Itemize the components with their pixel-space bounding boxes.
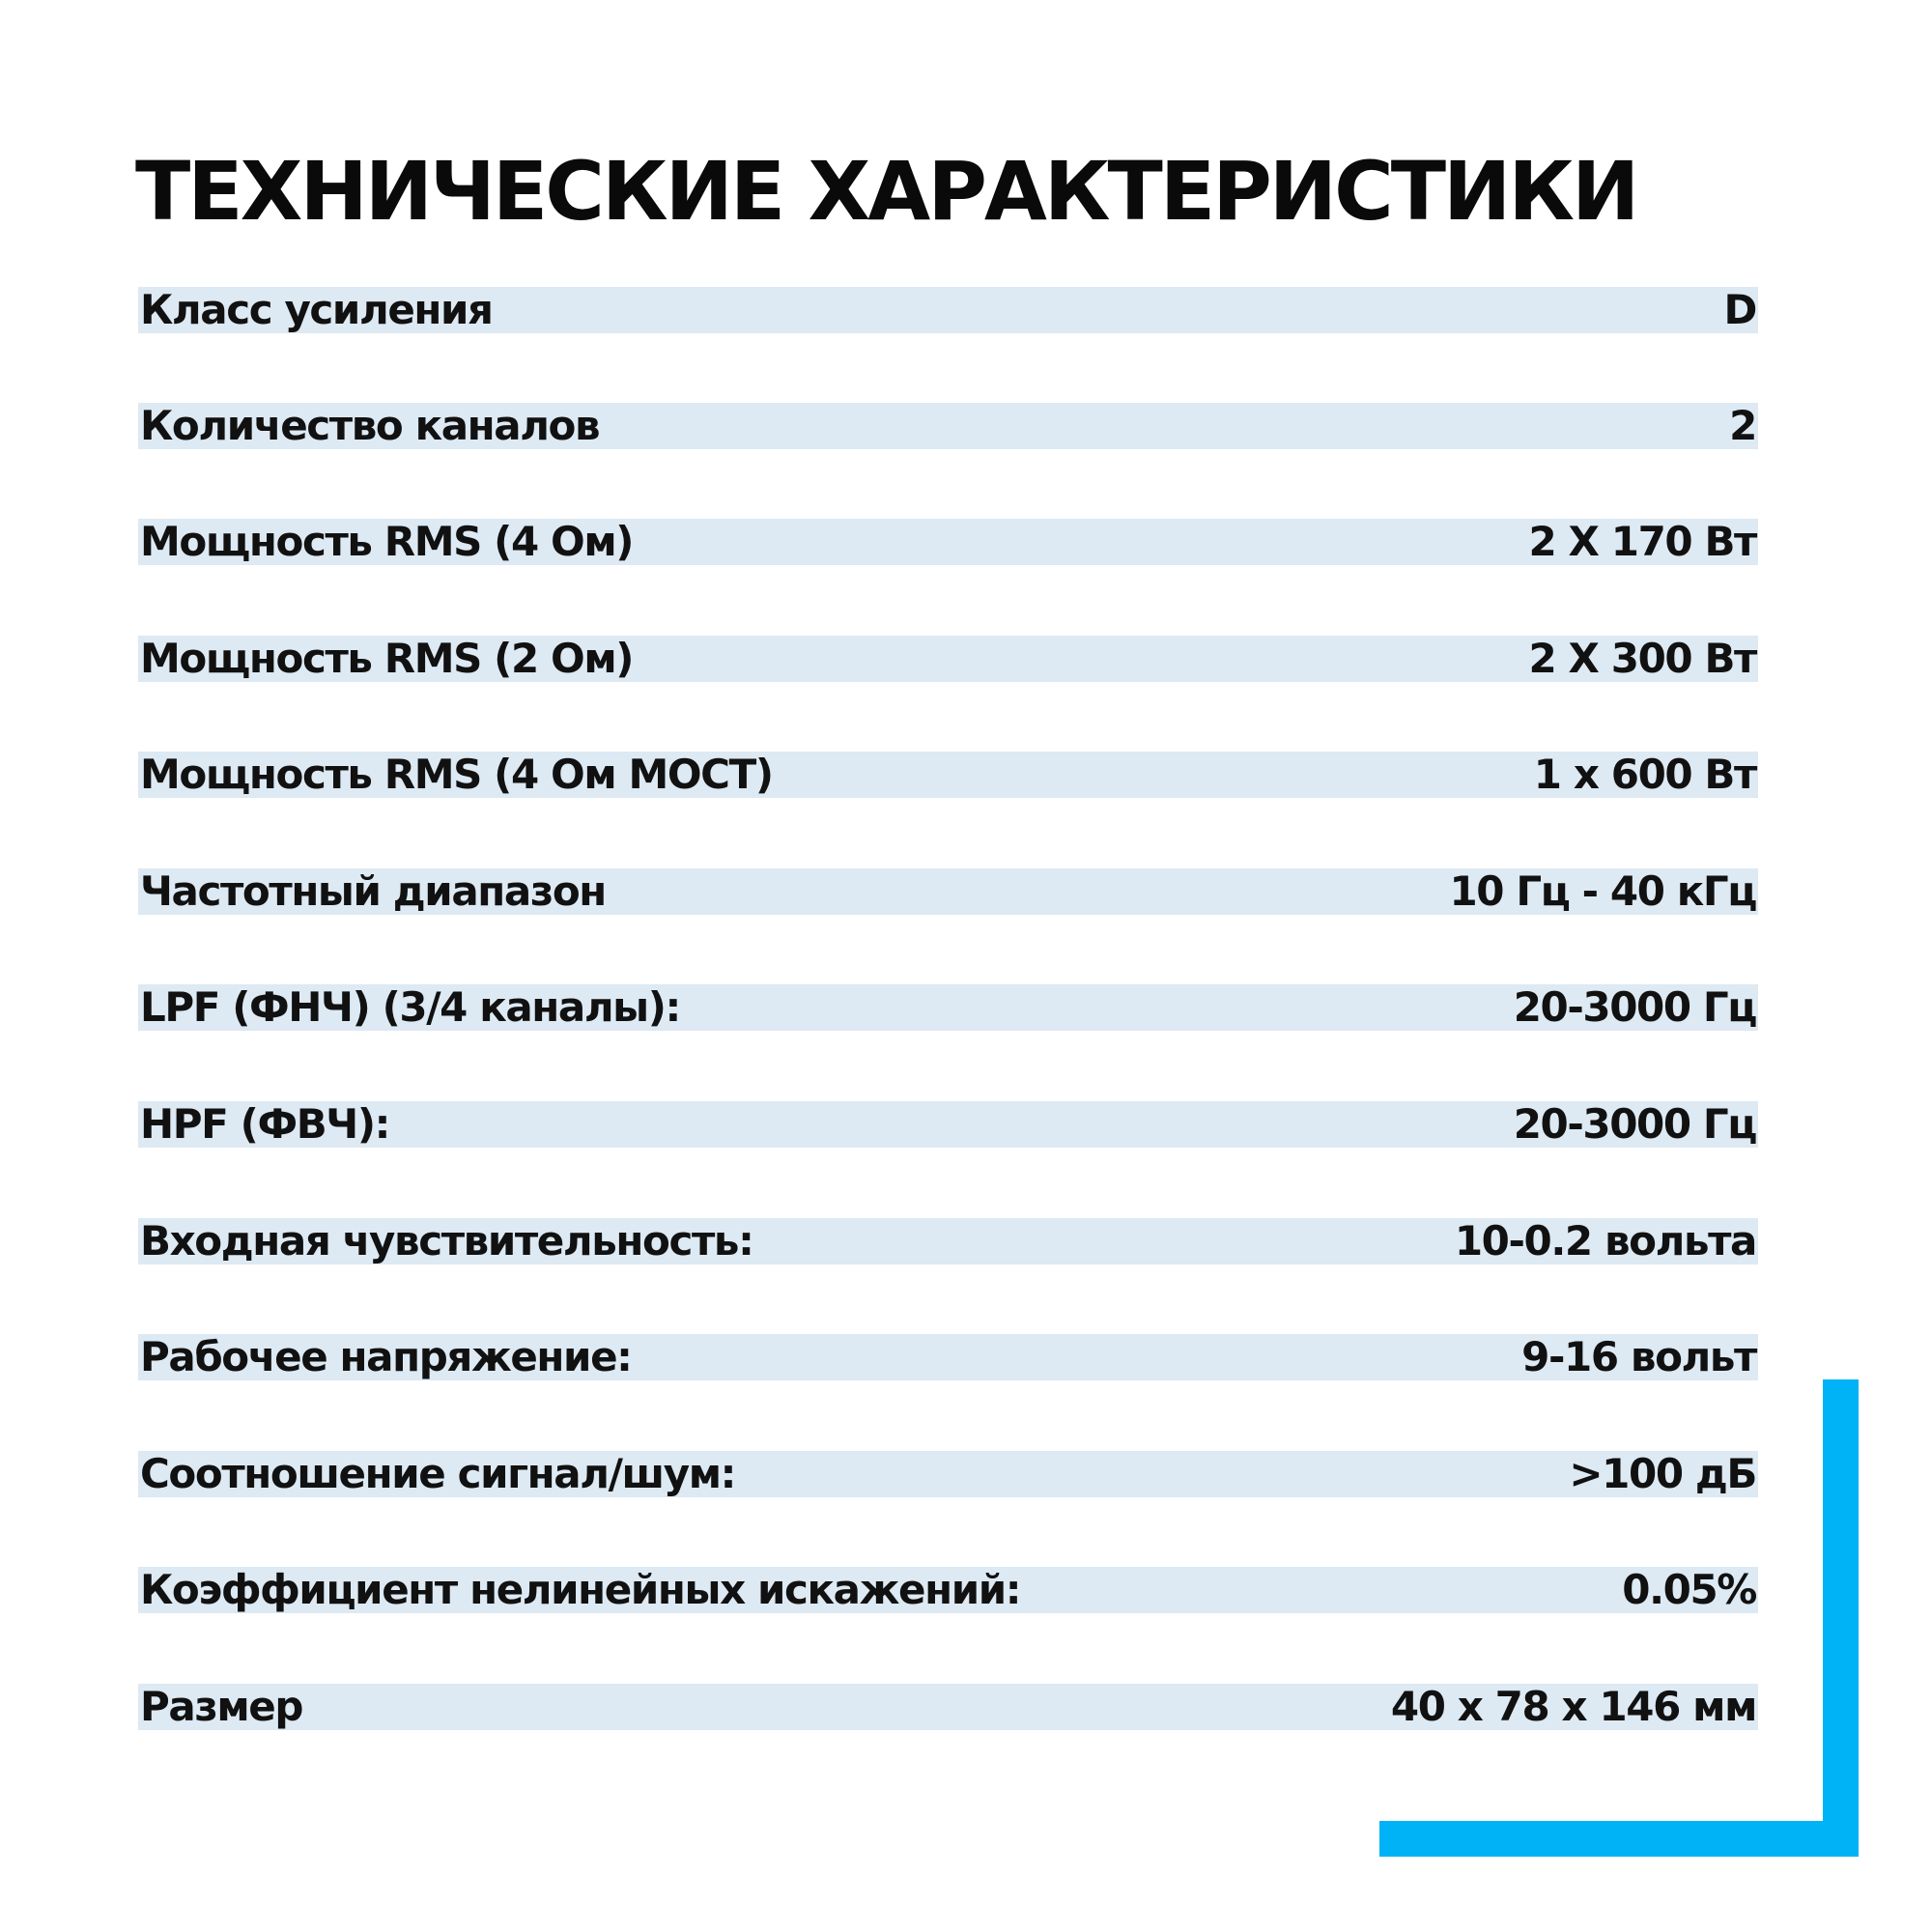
spec-value: 10 Гц - 40 кГц [1449, 867, 1756, 915]
spec-value: 20-3000 Гц [1513, 983, 1756, 1031]
spec-label: LPF (ФНЧ) (3/4 каналы): [140, 983, 680, 1031]
spec-value: 2 [1729, 402, 1756, 449]
spec-value: 20-3000 Гц [1513, 1100, 1756, 1148]
spec-row-lpf [138, 984, 1758, 1081]
spec-label: HPF (ФВЧ): [140, 1100, 390, 1148]
spec-row-size [138, 1684, 1758, 1780]
spec-row-power-2ohm [138, 636, 1758, 732]
spec-value: >100 дБ [1569, 1450, 1756, 1497]
corner-accent-vertical [1823, 1379, 1859, 1857]
spec-label: Класс усиления [140, 286, 493, 333]
spec-label: Рабочее напряжение: [140, 1333, 632, 1380]
spec-value: D [1723, 286, 1756, 333]
spec-value: 1 x 600 Вт [1533, 751, 1756, 798]
spec-row-power-bridge [138, 752, 1758, 848]
spec-value: 9-16 вольт [1521, 1333, 1756, 1380]
spec-row-channels [138, 403, 1758, 499]
spec-label: Мощность RMS (4 Ом) [140, 518, 634, 565]
page-title: ТЕХНИЧЕСКИЕ ХАРАКТЕРИСТИКИ [135, 144, 1637, 239]
spec-label: Размер [140, 1683, 303, 1730]
corner-accent-horizontal [1379, 1821, 1859, 1857]
spec-row-input-sensitivity [138, 1218, 1758, 1315]
spec-value: 0.05% [1622, 1566, 1756, 1613]
spec-label: Мощность RMS (4 Ом МОСТ) [140, 751, 773, 798]
spec-value: 10-0.2 вольта [1454, 1217, 1756, 1264]
spec-label: Мощность RMS (2 Ом) [140, 635, 634, 682]
spec-row-signal-noise [138, 1451, 1758, 1548]
spec-label: Соотношение сигнал/шум: [140, 1450, 736, 1497]
spec-row-amplifier-class [138, 287, 1758, 384]
spec-row-frequency-range [138, 868, 1758, 965]
spec-label: Частотный диапазон [140, 867, 606, 915]
spec-value: 2 X 300 Вт [1528, 635, 1756, 682]
spec-row-operating-voltage [138, 1334, 1758, 1431]
spec-label: Коэффициент нелинейных искажений: [140, 1566, 1021, 1613]
spec-label: Количество каналов [140, 402, 600, 449]
spec-label: Входная чувствительность: [140, 1217, 753, 1264]
spec-row-hpf [138, 1101, 1758, 1198]
spec-row-thd [138, 1567, 1758, 1663]
spec-value: 2 X 170 Вт [1528, 518, 1756, 565]
spec-row-power-4ohm [138, 519, 1758, 615]
spec-value: 40 x 78 x 146 мм [1390, 1683, 1756, 1730]
